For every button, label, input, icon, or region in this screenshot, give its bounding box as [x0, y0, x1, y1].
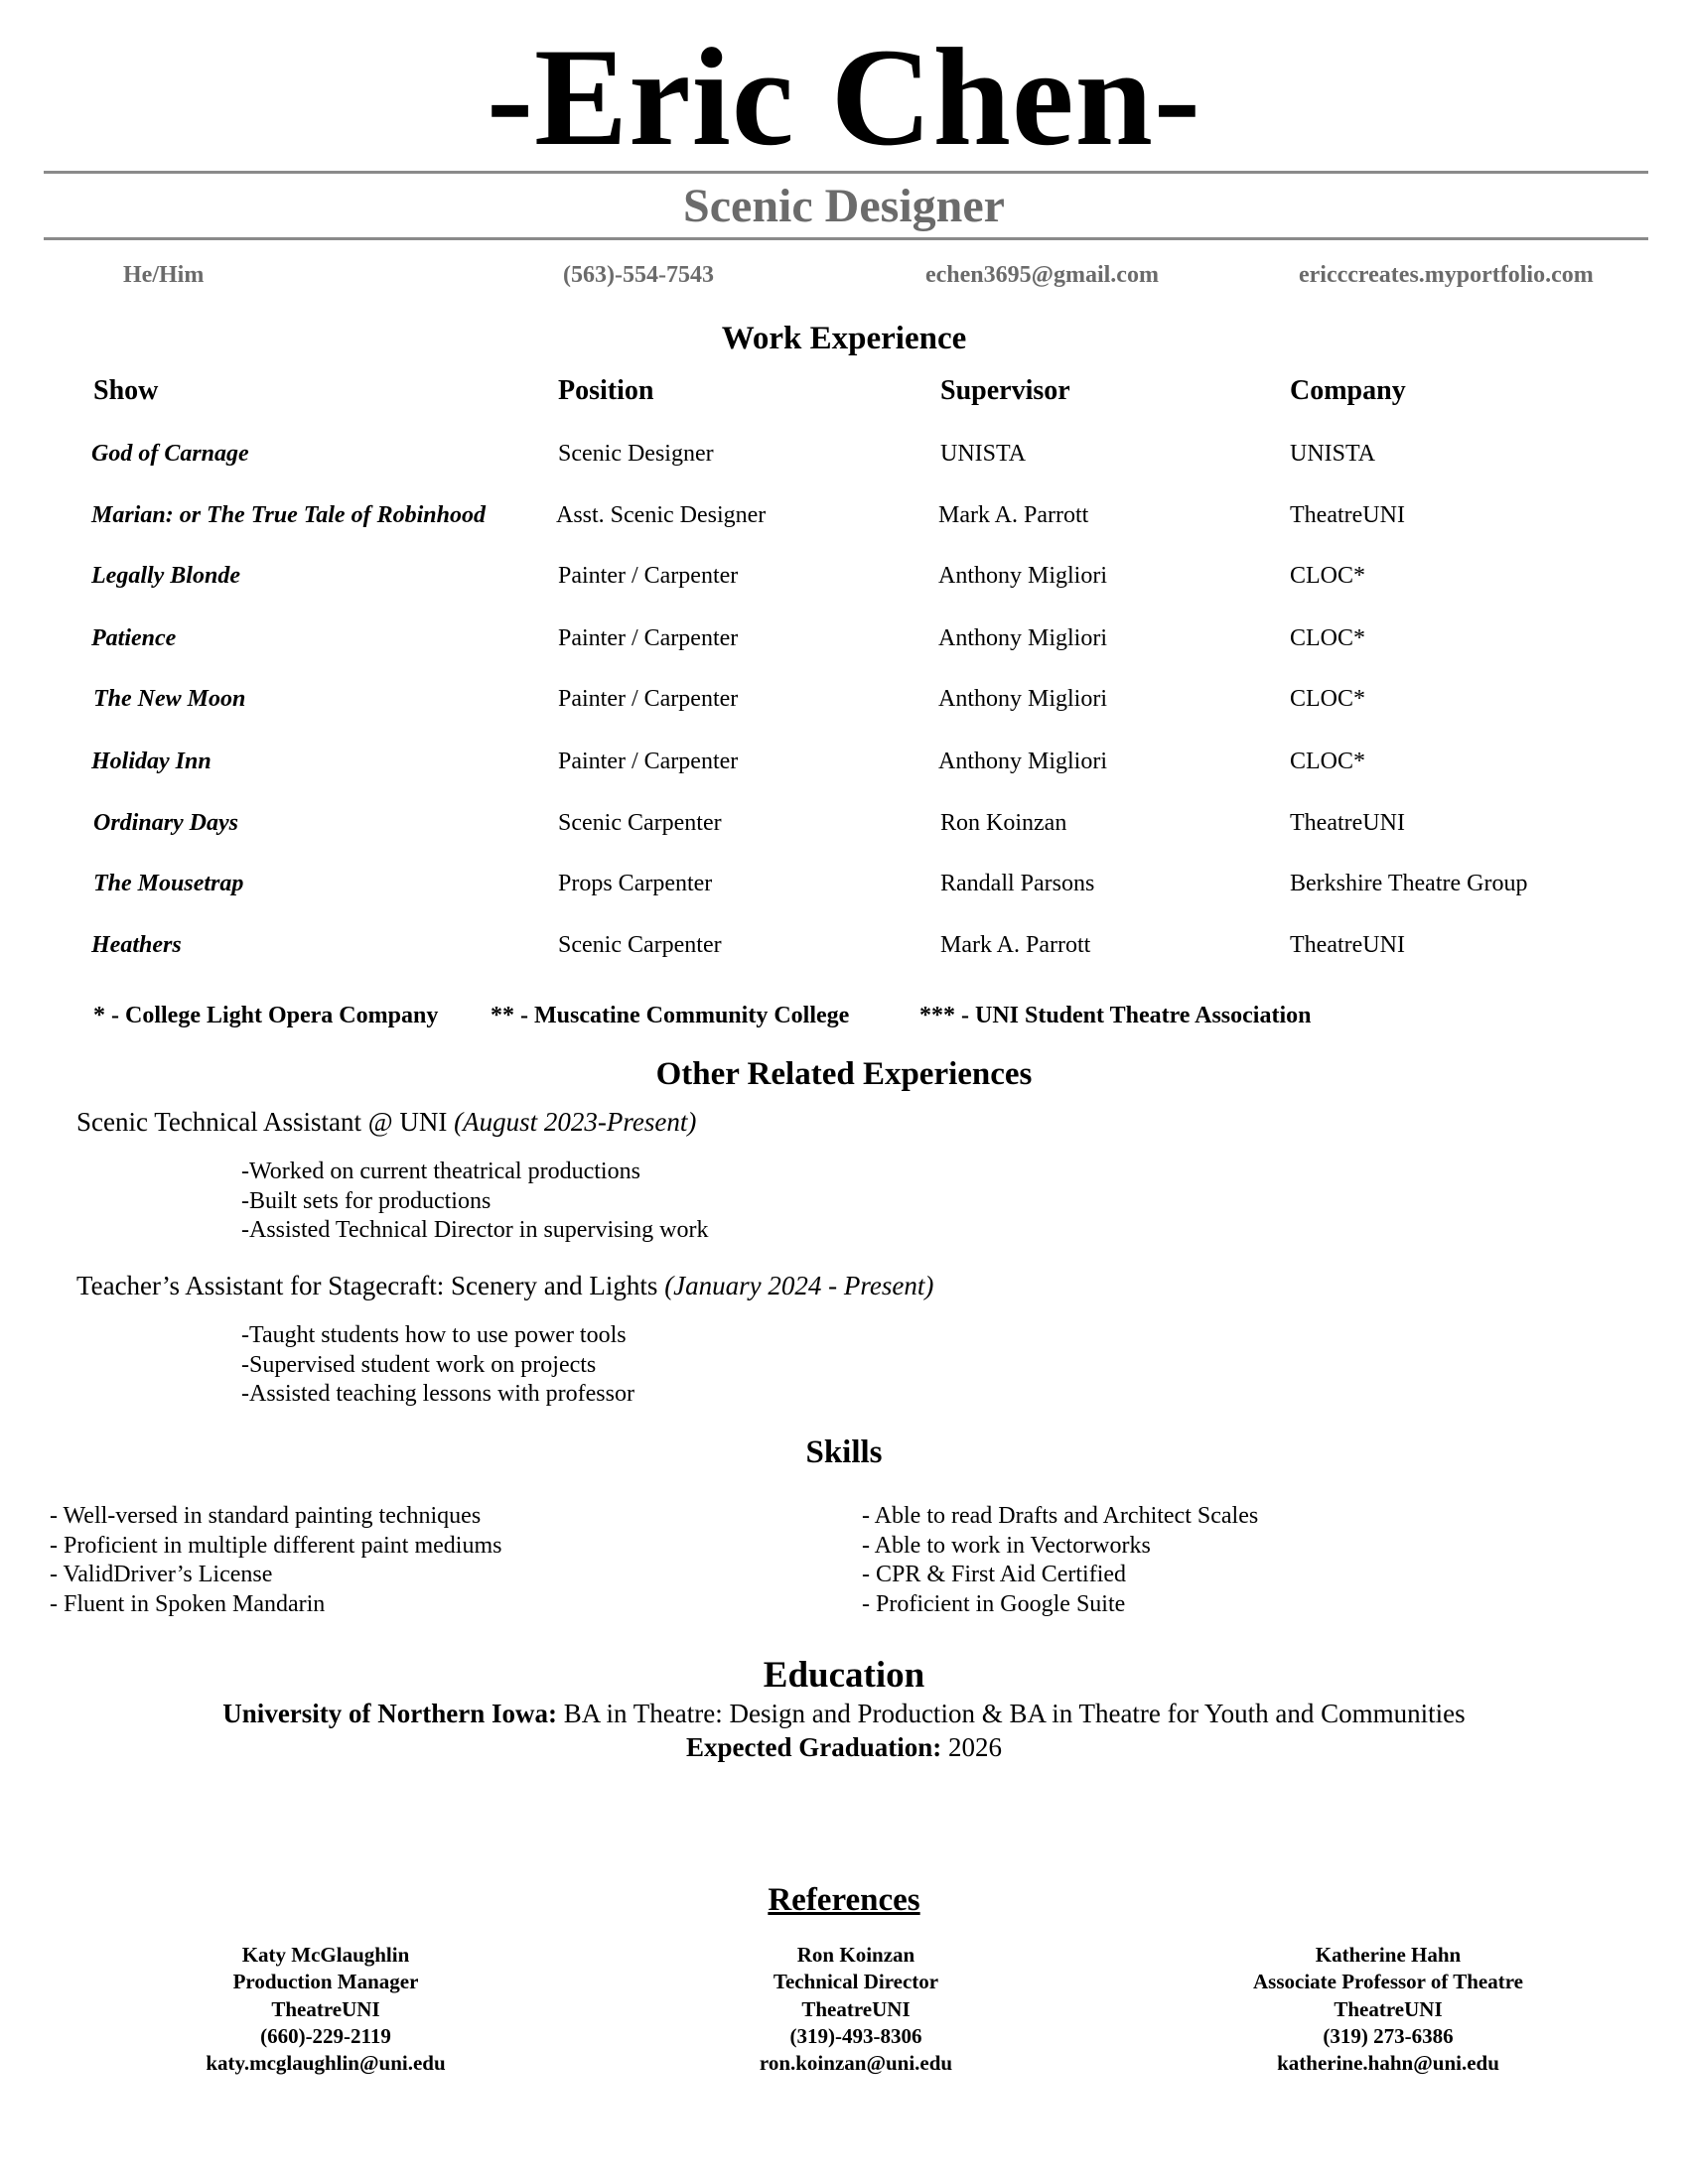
list-item: -Built sets for productions [241, 1187, 492, 1214]
reference-phone: (319) 273-6386 [1323, 2023, 1454, 2048]
reference-role: Production Manager [232, 1970, 419, 1994]
row-show: Legally Blonde [91, 563, 240, 589]
row-company: CLOC* [1290, 749, 1366, 774]
row-company: TheatreUNI [1290, 810, 1405, 836]
pronouns: He/Him [123, 262, 205, 288]
list-item: - Able to read Drafts and Architect Scales [862, 1503, 1259, 1529]
row-company: TheatreUNI [1290, 932, 1405, 958]
degree-text: BA in Theatre: Design and Production & BA in Theatre for Youth and Communities [563, 1699, 1466, 1728]
row-supervisor: Anthony Migliori [938, 625, 1108, 651]
row-supervisor: Ron Koinzan [940, 810, 1067, 836]
skills-heading: Skills [805, 1434, 883, 1470]
row-company: Berkshire Theatre Group [1290, 871, 1528, 896]
other-experiences-heading: Other Related Experiences [655, 1056, 1033, 1092]
row-supervisor: UNISTA [940, 441, 1027, 467]
reference-role: Associate Professor of Theatre [1253, 1970, 1523, 1994]
row-supervisor: Anthony Migliori [938, 563, 1108, 589]
row-show: Ordinary Days [93, 810, 239, 836]
reference-email[interactable]: katherine.hahn@uni.edu [1277, 2051, 1499, 2076]
row-position: Scenic Carpenter [558, 932, 722, 958]
row-show: Patience [91, 625, 177, 651]
divider-bottom [44, 237, 1648, 240]
education-graduation [0, 1732, 1688, 1763]
row-show: God of Carnage [91, 441, 249, 467]
row-position: Scenic Designer [558, 441, 714, 467]
column-header-position: Position [558, 375, 654, 406]
footnote-cloc: * - College Light Opera Company [93, 1003, 439, 1028]
graduation-year: 2026 [948, 1732, 1002, 1762]
school-name: University of Northern Iowa: [222, 1699, 557, 1728]
list-item: -Worked on current theatrical productions [241, 1159, 640, 1184]
row-show: The Mousetrap [93, 871, 244, 896]
row-company: CLOC* [1290, 625, 1366, 651]
reference-card [1180, 1942, 1597, 2077]
reference-phone: (319)-493-8306 [789, 2023, 922, 2048]
column-header-show: Show [93, 375, 159, 406]
job-entry-title [76, 1271, 933, 1301]
list-item: - Able to work in Vectorworks [862, 1532, 1151, 1559]
reference-name: Ron Koinzan [796, 1943, 915, 1967]
skills-left-column [50, 1502, 501, 1619]
job-duties-list [241, 1158, 708, 1246]
list-item: -Taught students how to use power tools [241, 1322, 627, 1348]
row-position: Painter / Carpenter [558, 686, 739, 712]
row-supervisor: Anthony Migliori [938, 686, 1108, 712]
row-supervisor: Randall Parsons [940, 871, 1095, 896]
list-item: - Fluent in Spoken Mandarin [50, 1590, 326, 1617]
footnote-unista: *** - UNI Student Theatre Association [919, 1003, 1312, 1028]
resume-name: -Eric Chen- [487, 20, 1201, 175]
row-company: UNISTA [1290, 441, 1376, 467]
job-dates: (August 2023-Present) [454, 1107, 697, 1137]
row-position: Painter / Carpenter [558, 749, 739, 774]
row-position: Painter / Carpenter [558, 625, 739, 651]
job-title-text: Scenic Technical Assistant @ UNI [76, 1107, 448, 1137]
work-experience-heading: Work Experience [721, 321, 967, 356]
reference-phone: (660)-229-2119 [260, 2023, 391, 2048]
row-supervisor: Mark A. Parrott [940, 932, 1091, 958]
row-position: Props Carpenter [558, 871, 713, 896]
list-item: - Proficient in Google Suite [862, 1590, 1126, 1617]
graduation-label: Expected Graduation: [685, 1732, 942, 1762]
references-heading: References [768, 1882, 920, 1918]
column-header-supervisor: Supervisor [940, 375, 1070, 406]
row-company: CLOC* [1290, 563, 1366, 589]
job-title: Scenic Designer [683, 180, 1005, 232]
list-item: -Assisted teaching lessons with professor [241, 1381, 634, 1407]
reference-card [117, 1942, 534, 2077]
list-item: -Supervised student work on projects [241, 1351, 597, 1378]
job-duties-list [241, 1321, 634, 1410]
list-item: - Well-versed in standard painting techniques [50, 1503, 482, 1529]
job-entry-title [76, 1107, 696, 1138]
divider-top [44, 171, 1648, 174]
reference-name: Katherine Hahn [1315, 1943, 1462, 1967]
row-supervisor: Anthony Migliori [938, 749, 1108, 774]
reference-email[interactable]: ron.koinzan@uni.edu [759, 2051, 953, 2076]
reference-card [647, 1942, 1064, 2077]
list-item: - Proficient in multiple different paint mediums [50, 1532, 502, 1559]
reference-role: Technical Director [773, 1970, 939, 1994]
row-show: Marian: or The True Tale of Robinhood [91, 502, 486, 528]
job-title-text: Teacher’s Assistant for Stagecraft: Scenery and Lights [76, 1271, 658, 1300]
education-heading: Education [763, 1655, 925, 1696]
phone-number: (563)-554-7543 [563, 262, 714, 288]
row-show: Heathers [91, 932, 182, 958]
row-show: Holiday Inn [91, 749, 211, 774]
row-company: TheatreUNI [1290, 502, 1405, 528]
list-item: - CPR & First Aid Certified [862, 1562, 1127, 1587]
row-position: Painter / Carpenter [558, 563, 739, 589]
column-header-company: Company [1290, 375, 1406, 406]
education-degree [0, 1699, 1688, 1729]
portfolio-link[interactable]: ericccreates.myportfolio.com [1299, 262, 1594, 288]
row-show: The New Moon [93, 686, 246, 712]
reference-email[interactable]: katy.mcglaughlin@uni.edu [206, 2051, 446, 2076]
reference-org: TheatreUNI [1334, 1996, 1443, 2021]
list-item: -Assisted Technical Director in supervising work [241, 1217, 709, 1243]
row-position: Scenic Carpenter [558, 810, 722, 836]
footnote-mcc: ** - Muscatine Community College [491, 1003, 850, 1028]
row-supervisor: Mark A. Parrott [938, 502, 1089, 528]
reference-org: TheatreUNI [271, 1996, 380, 2021]
email-address[interactable]: echen3695@gmail.com [925, 262, 1159, 288]
job-dates: (January 2024 - Present) [664, 1271, 934, 1300]
reference-org: TheatreUNI [801, 1996, 911, 2021]
list-item: - ValidDriver’s License [50, 1562, 273, 1587]
row-company: CLOC* [1290, 686, 1366, 712]
reference-name: Katy McGlaughlin [241, 1943, 410, 1967]
skills-right-column [862, 1502, 1258, 1619]
row-position: Asst. Scenic Designer [556, 502, 767, 528]
